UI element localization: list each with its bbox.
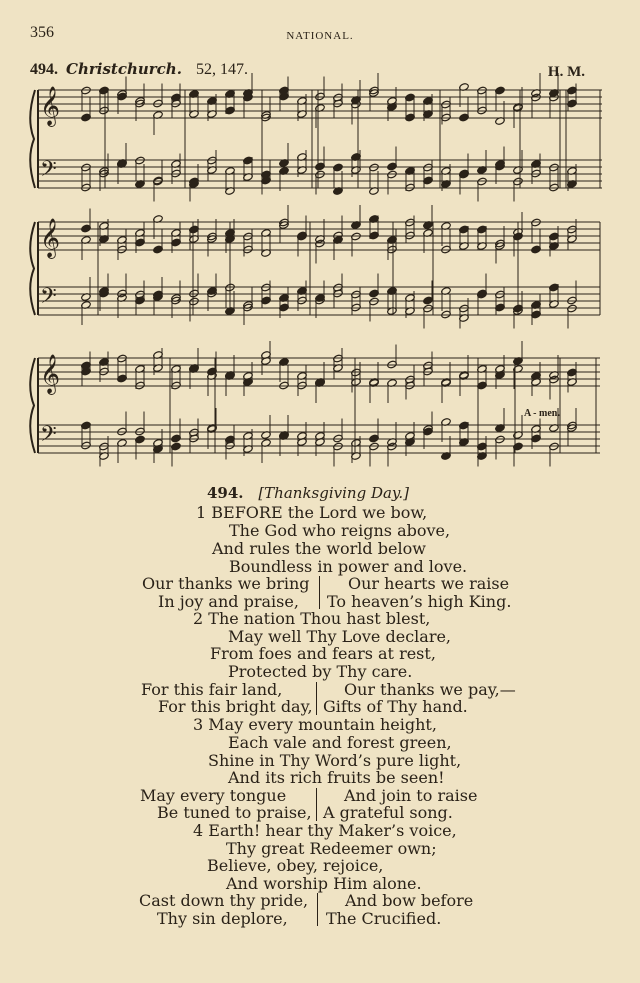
stanza-1-line-2: The God who reigns above, (229, 521, 451, 540)
stanza-2-refrain-right-1: Our thanks we pay,— (344, 680, 516, 699)
treble-clef-icon: 𝄞 (40, 86, 61, 126)
stanza-1-line-4: Boundless in power and love. (229, 557, 468, 576)
hymn-occasion: [Thanksgiving Day.] (258, 484, 410, 502)
stanza-2-refrain-left-1: For this fair land, (141, 680, 283, 699)
refrain-divider (319, 576, 320, 609)
stanza-1-line-3: And rules the world below (212, 539, 426, 558)
refrain-divider (316, 682, 317, 715)
stanza-1-refrain-left-1: Our thanks we bring (142, 574, 310, 593)
hymn-number: 494. (207, 484, 244, 502)
page-number: 356 (30, 24, 54, 41)
stanza-2-line-3: From foes and fears at rest, (210, 644, 436, 663)
stanza-1-refrain-left-2: In joy and praise, (158, 592, 299, 611)
amen-lyric: A - men. (524, 408, 560, 419)
stanza-4-refrain-left-1: Cast down thy pride, (139, 891, 309, 910)
brace-icon (30, 90, 35, 188)
refrain-divider (317, 893, 318, 926)
treble-clef-icon: 𝄞 (40, 354, 61, 394)
tune-meter: H. M. (547, 64, 585, 80)
stanza-4-refrain-right-2: The Crucified. (326, 909, 442, 928)
stanza-4-line-2: Thy great Redeemer own; (226, 839, 437, 858)
brace-icon (30, 222, 35, 315)
stanza-4-line-4: And worship Him alone. (226, 874, 422, 893)
stanza-3-refrain-left-1: May every tongue (140, 786, 287, 805)
treble-clef-icon: 𝄞 (40, 218, 61, 258)
stanza-2-line-2: May well Thy Love declare, (228, 627, 452, 646)
stanza-2-refrain-left-2: For this bright day, (158, 697, 313, 716)
refrain-divider (316, 788, 317, 821)
stanza-2-line-4: Protected by Thy care. (228, 662, 413, 681)
stanza-3-refrain-left-2: Be tuned to praise, (157, 803, 312, 822)
stanza-1-refrain-right-1: Our hearts we raise (348, 574, 510, 593)
tune-references: 52, 147. (195, 61, 248, 78)
stanza-4-refrain-left-2: Thy sin deplore, (157, 909, 288, 928)
stanza-1-line-1: 1 BEFORE the Lord we bow, (196, 503, 428, 522)
stanza-2-refrain-right-2: Gifts of Thy hand. (323, 697, 468, 716)
stanza-1-refrain-right-2: To heaven’s high King. (327, 592, 512, 611)
brace-icon (30, 358, 35, 453)
section-title: NATIONAL. (286, 30, 354, 42)
tune-name: Christchurch. (66, 60, 182, 78)
stanza-2-line-1: 2 The nation Thou hast blest, (193, 609, 431, 628)
stanza-3-line-3: Shine in Thy Word’s pure light, (208, 751, 462, 770)
stanza-3-line-2: Each vale and forest green, (228, 733, 452, 752)
hymn-heading (207, 484, 409, 502)
stanza-3-line-4: And its rich fruits be seen! (228, 768, 445, 787)
bass-clef-icon: 𝄢 (40, 284, 57, 314)
stanza-4-line-1: 4 Earth! hear thy Maker’s voice, (193, 821, 457, 840)
stanza-4-line-3: Believe, obey, rejoice, (207, 856, 384, 875)
stanza-3-line-1: 3 May every mountain height, (193, 715, 437, 734)
stanza-4-refrain-right-1: And bow before (345, 891, 474, 910)
bass-clef-icon: 𝄢 (40, 422, 57, 452)
bass-clef-icon: 𝄢 (40, 157, 57, 187)
stanza-3-refrain-right-2: A grateful song. (323, 803, 453, 822)
tune-number: 494. (30, 61, 58, 78)
stanza-3-refrain-right-1: And join to raise (344, 786, 478, 805)
